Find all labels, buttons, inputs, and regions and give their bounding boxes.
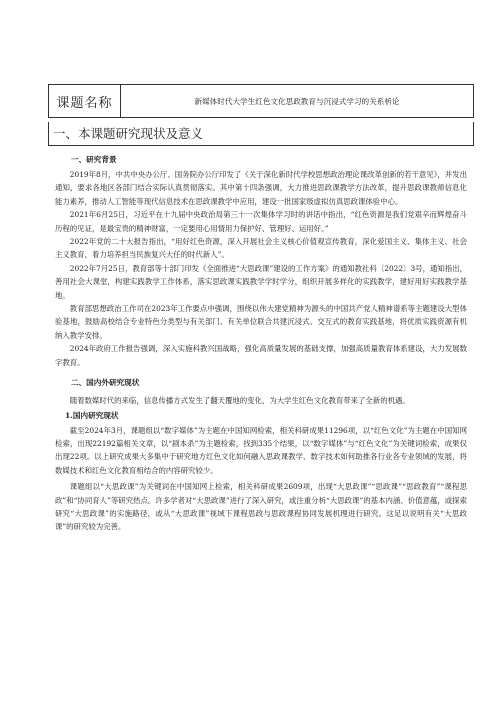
section-heading: 一、本课题研究现状及意义 [48, 122, 474, 146]
domestic-heading: 二、国内外研究现状 [71, 378, 140, 388]
topic-title: 新媒体时代大学生红色文化思政教育与沉浸式学习的关系析论 [194, 96, 400, 106]
paragraph: 随着数媒时代的来临，信息传播方式发生了翻天覆地的变化，为大学生红色文化教育带来了全新的机遇。 [69, 396, 410, 406]
document-body [55, 152, 467, 534]
paragraph: 课题组以“大思政课”为关键词在中国知网上检索，相关科研成果2609项，出现“大思政课”“思政课”“思政教育”“课程思政”和“协同育人”等研究热点。许多学者对“大思政课”进行了深入研究，或注重分析“大思政课”的基本内涵、价值意蕴，或探索研究“大思政课”的实施路径，或从“大思政课”视域下课程思政与思政课程协同发展机理进行研究。这足以说明有关“大思政课”的研究较为完善。 [55, 482, 467, 532]
paragraph: 2022年党的二十大报告指出，“用好红色资源，深入开展社会主义核心价值观宣传教育，深化爱国主义、集体主义、社会主义教育，着力培养担当民族复兴大任的时代新人”。 [55, 237, 467, 260]
topic-table [48, 84, 474, 118]
topic-label: 课题名称 [49, 85, 121, 117]
paragraph: 截至2024年3月，课题组以“数字媒体”为主题在中国知网检索，相关科研成果11296项，以“红色文化”为主题在中国知网检索，出现22192篇相关文章，以“剧本杀”为主题检索，找到335个结果，以“数字媒体”与“红色文化”为关键词检索，成果仅出现22项。以上研究成果大多集中于研究地方红色文化如何融入思政课教学、数字技术如何助推各行业各专业领域的发展，将数媒技术和红色文化教育相结合的内容研究较少。 [55, 425, 467, 475]
paragraph: 2024年政府工作报告强调，深入实施科教兴国战略，强化高质量发展的基础支撑，加强高质量教育体系建设，大力发展数字教育。 [55, 344, 467, 367]
background-heading: 一、研究背景 [71, 155, 117, 164]
paragraph: 2021年6月25日，习近平在十九届中央政治局第三十一次集体学习时的讲话中指出，“红色资源是我们党艰辛而辉煌奋斗历程的见证，是最宝贵的精神财富，一定要用心用情用力保护好、管理好、运用好。” [55, 210, 467, 233]
paragraph: 教育部思想政治工作司在2023年工作要点中强调，围绕以伟大建党精神为源头的中国共产党人精神谱系等主题建设大型体验基地，鼓励高校结合专业特色分类型与有关部门、有关单位联合共建沉浸式、交互式的教育实践基地，将优质实践资源有机纳入教学安排。 [55, 304, 467, 340]
paragraph: 2019年8月，中共中央办公厅、国务院办公厅印发了《关于深化新时代学校思想政治理论课改革创新的若干意见》，并发出通知，要求各地区各部门结合实际认真贯彻落实。其中第十四条强调，大力推进思政课教学方法改革，提升思政课教师信息化能力素养，推动人工智能等现代信息技术在思政课教学中应用，建设一批国家级虚拟仿真思政课体验中心。 [55, 170, 467, 206]
domestic-status-heading: 1.国内研究现状 [65, 410, 119, 420]
paragraph: 2022年7月25日，教育部等十部门印发《全面推进“大思政课”建设的工作方案》的通知教社科〔2022〕3号，通知指出，善用社会大课堂，构建实践教学工作体系，落实思政课实践教学学时学分，组织开展多样化的实践教学，建好用好实践教学基地。 [55, 263, 467, 300]
